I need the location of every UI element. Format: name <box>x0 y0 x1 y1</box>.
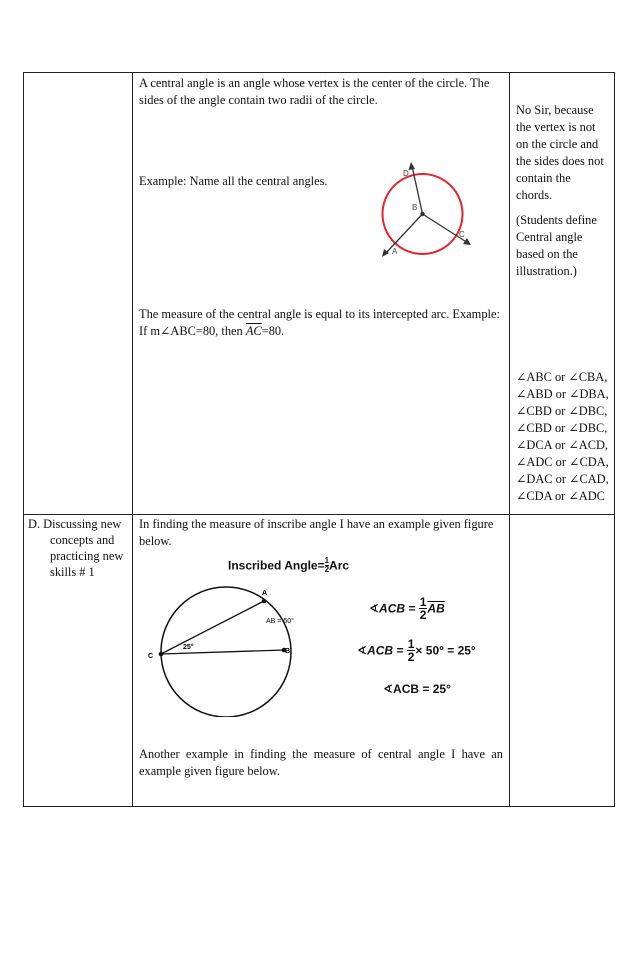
section-line: practicing new <box>50 549 124 563</box>
answer-line: ∠DCA or ∠ACD, <box>516 438 609 452</box>
eq1-numerator: 1 <box>419 595 427 609</box>
answer-line: ∠CBD or ∠DBC, <box>516 404 608 418</box>
intro-line-1: In finding the measure of inscribe angle I have an example given figure <box>139 517 494 531</box>
response-line: contain the <box>516 171 571 185</box>
point-a <box>262 599 267 604</box>
formula-title: Inscribed Angle= <box>228 558 325 573</box>
formula-numerator: 1 <box>324 556 330 565</box>
answer-line: ∠DAC or ∠CAD, <box>516 472 609 486</box>
another-example-line-1: Another example in finding the measure of central angle I have an <box>139 747 503 761</box>
formula-denominator: 2 <box>324 565 330 574</box>
definition-line-1: A central angle is an angle whose vertex is the center of the circle. The <box>139 76 490 90</box>
label-b: B <box>285 648 291 655</box>
eq2-lhs: ∢ACB = <box>357 643 407 658</box>
ray-ba <box>385 214 423 254</box>
eq2-numerator: 1 <box>407 637 415 651</box>
formula-arc-word: Arc <box>329 558 350 573</box>
note-line: illustration.) <box>516 264 577 278</box>
arrow-c <box>463 238 471 245</box>
table-border-bottom <box>23 806 615 807</box>
point-c <box>159 652 164 657</box>
response-line: the vertex is not <box>516 120 596 134</box>
note-line: (Students define <box>516 213 597 227</box>
definition-line-2: sides of the angle contain two radii of the circle. <box>139 93 378 107</box>
angle-label: 25° <box>183 644 194 651</box>
answer-line: ∠ADC or ∠CDA, <box>516 455 609 469</box>
measure-line-1: The measure of the central angle is equal to its intercepted arc. Example: <box>139 307 500 321</box>
another-example-line-2: example given figure below. <box>139 764 280 778</box>
equation-3: ∢ACB = 25° <box>383 682 451 696</box>
eq2-denominator: 2 <box>407 650 415 664</box>
answer-line: ∠CDA or ∠ADC <box>516 489 605 503</box>
response-line: chords. <box>516 188 553 202</box>
eq1-rhs: $\overline{AB}$ <box>427 601 445 616</box>
section-line: concepts and <box>50 533 115 547</box>
answer-line: ∠ABC or ∠CBA, <box>516 370 608 384</box>
example-prompt: Example: Name all the central angles. <box>139 174 328 188</box>
table-col-divider-1 <box>132 72 133 807</box>
label-a: A <box>262 590 268 597</box>
label-c: C <box>148 653 154 660</box>
section-line: D. Discussing new <box>28 517 122 531</box>
response-line: the sides does not <box>516 154 604 168</box>
label-d: D <box>403 169 409 178</box>
arc-label: AB = 50° <box>266 618 294 625</box>
table-row-divider <box>23 514 615 515</box>
response-line: No Sir, because <box>516 103 594 117</box>
chord-cb <box>161 650 284 654</box>
table-border-top <box>23 72 615 73</box>
arrow-d <box>409 162 416 170</box>
answer-line: ∠ABD or ∠DBA, <box>516 387 609 401</box>
eq1-lhs: ∢ACB = <box>369 601 419 616</box>
measure-suffix: =80. <box>261 324 285 338</box>
label-a: A <box>392 247 398 256</box>
answer-line: ∠CBD or ∠DBC, <box>516 421 608 435</box>
central-angle-figure <box>375 160 475 260</box>
measure-prefix: If m∠ABC=80, then <box>139 324 246 338</box>
table-border-left <box>23 72 24 807</box>
inscribed-angle-formula <box>228 557 349 577</box>
equation-2 <box>357 638 476 663</box>
intro-line-2: below. <box>139 534 172 548</box>
inscribed-angle-figure <box>140 582 300 717</box>
eq2-rhs: × 50° = 25° <box>415 643 476 658</box>
label-c: C <box>459 230 465 239</box>
section-line: skills # 1 <box>50 565 95 579</box>
equation-1 <box>369 596 445 621</box>
measure-line-2 <box>139 323 284 340</box>
note-line: based on the <box>516 247 578 261</box>
note-line: Central angle <box>516 230 583 244</box>
table-border-right <box>614 72 615 807</box>
table-col-divider-2 <box>509 72 510 807</box>
measure-arc: $\overline{AC}$ <box>245 324 262 338</box>
center-point-b <box>420 212 424 216</box>
label-b: B <box>412 203 418 212</box>
eq1-denominator: 2 <box>419 608 427 622</box>
response-line: on the circle and <box>516 137 599 151</box>
